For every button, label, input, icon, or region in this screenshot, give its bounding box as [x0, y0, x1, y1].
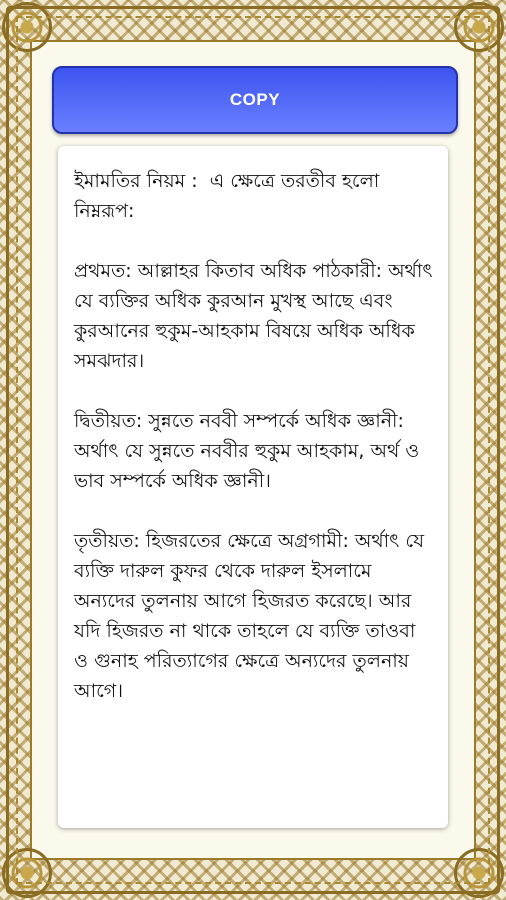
article-text: ইমামতির নিয়ম : এ ক্ষেত্রে তরতীব হলো নিম্নরূপ: প্রথমত: আল্লাহর কিতাব অধিক পাঠকারী: অর্থাৎ যে ব্যক্তির অধিক কুরআন মুখস্থ আছে এবং কুরআনের হুকুম-আহকাম বিষয়ে অধিক অধিক সমঝদার। দ্বিতীয়ত: সুন্নতে নববী সম্পর্কে অধিক জ্ঞানী: অর্থাৎ যে সুন্নতে নববীর হুকুম আহকাম, অর্থ ও ভাব সম্পর্কে অধিক জ্ঞানী। তৃতীয়ত: হিজরতের ক্ষেত্রে অগ্রগামী: অর্থাৎ যে ব্যক্তি দারুল কুফর থেকে দারুল ইসলামে অন্যদের তুলনায় আগে হিজরত করেছে। আর যদি হিজরত না থাকে তাহলে যে ব্যক্তি তাওবা ও গুনাহ পরিত্যাগের ক্ষেত্রে অন্যদের তুলনায় আগে।: [74, 170, 433, 702]
corner-ornament-icon: [454, 2, 504, 52]
content-card[interactable]: [58, 146, 448, 828]
corner-ornament-icon: [2, 848, 52, 898]
corner-ornament-icon: [2, 2, 52, 52]
corner-ornament-icon: [454, 848, 504, 898]
copy-button[interactable]: COPY: [52, 66, 458, 134]
